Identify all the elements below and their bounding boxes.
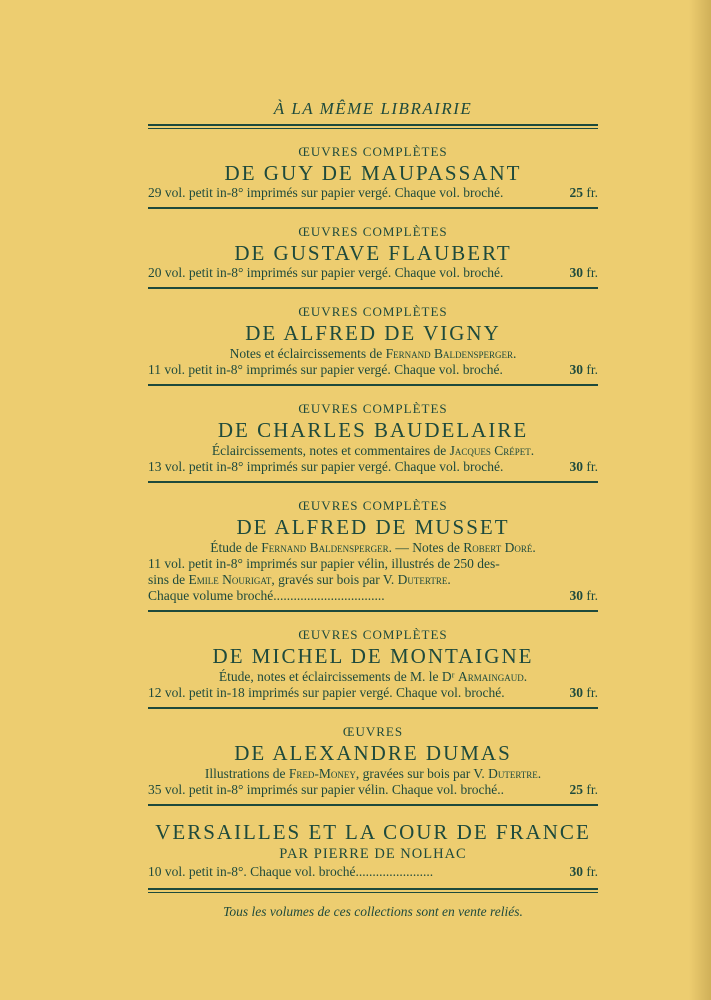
entry-over: ŒUVRES COMPLÈTES: [298, 144, 448, 159]
entry-detail: [148, 685, 598, 701]
price: 30: [569, 588, 583, 603]
entry-name: DE ALFRED DE VIGNY: [245, 321, 501, 345]
entry-detail: [148, 185, 598, 201]
price-unit: fr.: [586, 185, 598, 200]
detail-text: 11 vol. petit in-8° imprimés sur papier vélin, illustrés de 250 des-: [148, 556, 500, 571]
price-unit: fr.: [586, 588, 598, 603]
entry-name: DE MICHEL DE MONTAIGNE: [212, 644, 534, 668]
illustrator: Emile Nourigat,: [188, 572, 275, 587]
detail-text: 20 vol. petit in-8° imprimés sur papier vergé. Chaque vol. broché.: [148, 265, 504, 280]
engraver: Dutertre.: [397, 572, 451, 587]
price-unit: fr.: [586, 782, 598, 797]
note-person: Armaingaud.: [458, 669, 528, 684]
note-text: Éclaircissements, notes et commentaires de: [211, 443, 450, 458]
entry-flaubert: [148, 209, 598, 287]
entry-montaigne: [148, 612, 598, 707]
entry-vigny: [148, 289, 598, 384]
entry-name: DE GUSTAVE FLAUBERT: [234, 241, 512, 265]
price-unit: fr.: [586, 685, 598, 700]
note-person: Robert Doré.: [463, 540, 536, 555]
entry-note: [148, 442, 598, 459]
entry-over: ŒUVRES COMPLÈTES: [298, 304, 448, 319]
note-person: Fernand Baldensperger.: [261, 540, 393, 555]
price-unit: fr.: [586, 265, 598, 280]
note-text: gravées sur bois par V.: [359, 766, 489, 781]
entry-name: DE ALFRED DE MUSSET: [236, 515, 510, 539]
note-text: Notes et éclaircissements de: [229, 346, 386, 361]
note-person: Jacques Crépet.: [449, 443, 535, 458]
entry-detail: [148, 588, 598, 604]
entry-note: [148, 765, 598, 782]
detail-text: 13 vol. petit in-8° imprimés sur papier vergé. Chaque vol. broché.: [148, 459, 504, 474]
price-unit: fr.: [586, 362, 598, 377]
page-edge-shadow: [689, 0, 711, 1000]
price: 30: [569, 459, 583, 474]
entry-name: DE ALEXANDRE DUMAS: [234, 741, 512, 765]
catalogue: [148, 98, 598, 921]
note-person: Fernand Baldensperger.: [385, 346, 517, 361]
footer-note: Tous les volumes de ces collections sont en vente reliés.: [223, 904, 523, 919]
price: 30: [569, 362, 583, 377]
entry-name: DE CHARLES BAUDELAIRE: [217, 418, 529, 442]
entry-over: ŒUVRES COMPLÈTES: [298, 224, 448, 239]
price-unit: fr.: [586, 864, 598, 879]
entry-note: [148, 345, 598, 362]
price: 25: [569, 185, 583, 200]
price: 30: [569, 864, 583, 879]
price: 25: [569, 782, 583, 797]
entry-detail: [148, 265, 598, 281]
entry-detail: [148, 782, 598, 798]
entry-baudelaire: [148, 386, 598, 481]
note-text: Étude de: [210, 540, 262, 555]
note-text: Illustrations de: [204, 766, 289, 781]
detail-text: 10 vol. petit in-8°. Chaque vol. broché.......................: [148, 864, 434, 879]
entry-detail: [148, 362, 598, 378]
entry-detail: [148, 864, 598, 880]
entry-maupassant: [148, 129, 598, 207]
entry-detail-line: [148, 572, 598, 588]
detail-text: Chaque volume broché.................................: [148, 588, 385, 603]
note-text: Étude, notes et éclaircissements de M. le Dʳ: [218, 669, 458, 684]
entry-over: ŒUVRES COMPLÈTES: [298, 401, 448, 416]
entry-over: ŒUVRES: [342, 724, 404, 739]
entry-name: DE GUY DE MAUPASSANT: [224, 161, 522, 185]
entry-dumas: [148, 709, 598, 804]
entry-author: PAR PIERRE DE NOLHAC: [279, 846, 467, 862]
catalogue-heading: À LA MÊME LIBRAIRIE: [273, 99, 473, 118]
price-unit: fr.: [586, 459, 598, 474]
note-text: — Notes de: [392, 540, 464, 555]
entry-musset: [148, 483, 598, 610]
entry-over: ŒUVRES COMPLÈTES: [298, 627, 448, 642]
entry-over: ŒUVRES COMPLÈTES: [298, 498, 448, 513]
detail-text: 11 vol. petit in-8° imprimés sur papier vergé. Chaque vol. broché.: [148, 362, 503, 377]
entry-name: VERSAILLES ET LA COUR DE FRANCE: [155, 820, 591, 844]
entry-versailles: [148, 806, 598, 886]
note-person: Fred-Money,: [288, 766, 360, 781]
detail-text: 12 vol. petit in-18 imprimés sur papier vergé. Chaque vol. broché.: [148, 685, 505, 700]
entry-note: [148, 668, 598, 685]
detail-text: 35 vol. petit in-8° imprimés sur papier vélin. Chaque vol. broché..: [148, 782, 504, 797]
entry-note: [148, 539, 598, 556]
detail-text: gravés sur bois par V.: [274, 572, 398, 587]
detail-text: sins de: [148, 572, 189, 587]
entry-detail-line: [148, 556, 598, 572]
price: 30: [569, 265, 583, 280]
detail-text: 29 vol. petit in-8° imprimés sur papier vergé. Chaque vol. broché.: [148, 185, 504, 200]
entry-detail: [148, 459, 598, 475]
price: 30: [569, 685, 583, 700]
note-person: Dutertre.: [488, 766, 542, 781]
